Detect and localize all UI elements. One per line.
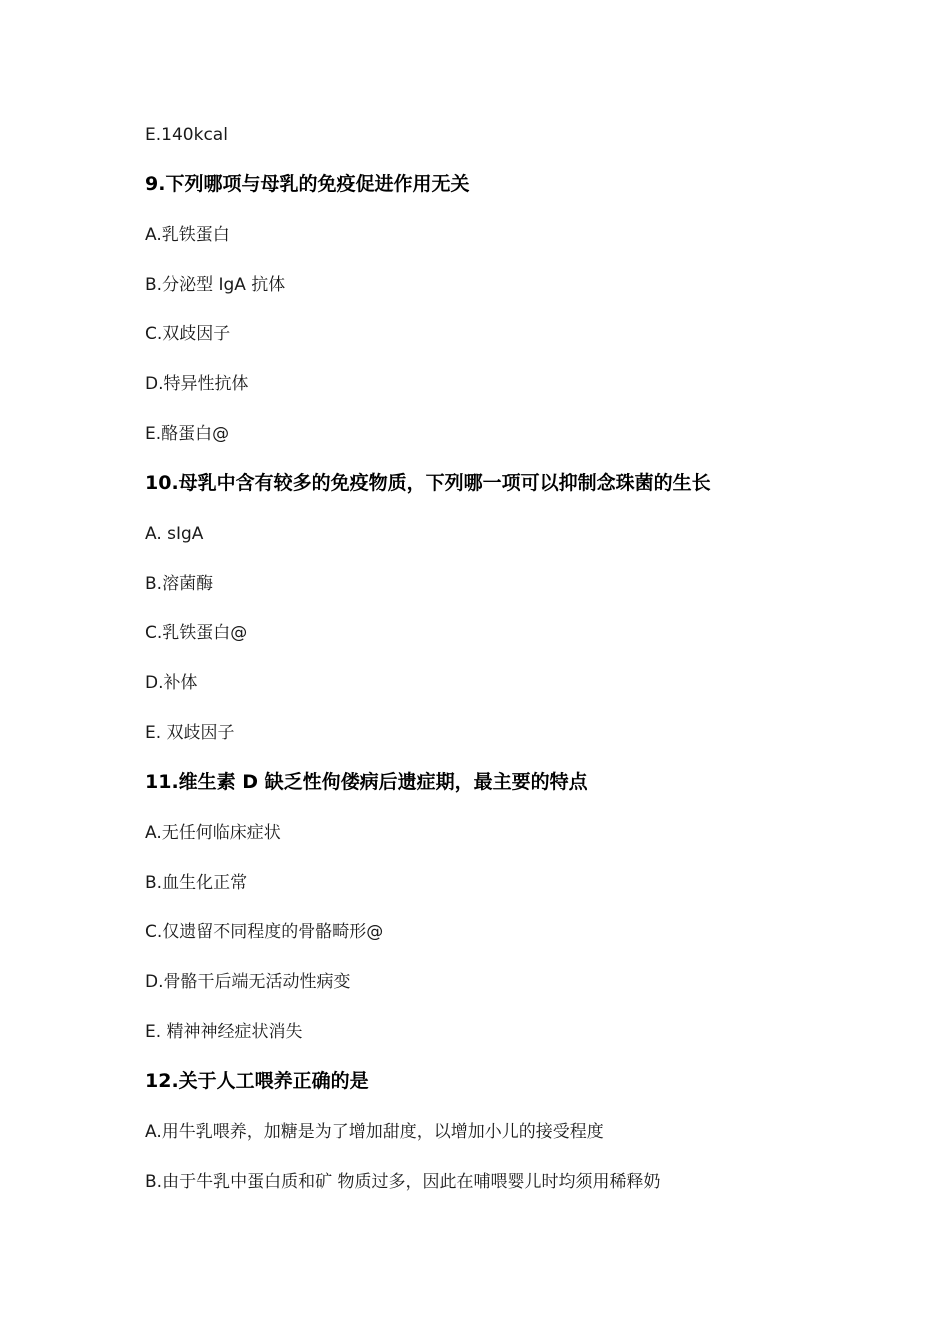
question-11: 11.维生素 D 缺乏性佝偻病后遗症期，最主要的特点: [145, 771, 588, 793]
option-9a: A.乳铁蛋白: [145, 225, 230, 245]
option-10e: E. 双歧因子: [145, 723, 235, 743]
option-12a: A.用牛乳喂养，加糖是为了增加甜度，以增加小儿的接受程度: [145, 1122, 604, 1142]
option-10c: C.乳铁蛋白@: [145, 623, 248, 643]
option-8e: E.140kcal: [145, 125, 228, 145]
option-12b: B.由于牛乳中蛋白质和矿 物质过多，因此在哺喂婴儿时均须用稀释奶: [145, 1172, 661, 1192]
option-9b: B.分泌型 IgA 抗体: [145, 275, 286, 295]
option-9c: C.双歧因子: [145, 324, 231, 344]
question-10: 10.母乳中含有较多的免疫物质，下列哪一项可以抑制念珠菌的生长: [145, 472, 711, 494]
option-11e: E. 精神神经症状消失: [145, 1022, 303, 1042]
option-10d: D.补体: [145, 673, 198, 693]
option-11c: C.仅遗留不同程度的骨骼畸形@: [145, 922, 384, 942]
option-11d: D.骨骼干后端无活动性病变: [145, 972, 351, 992]
option-9e: E.酪蛋白@: [145, 424, 230, 444]
option-9d: D.特异性抗体: [145, 374, 249, 394]
option-11a: A.无任何临床症状: [145, 823, 281, 843]
question-9: 9.下列哪项与母乳的免疫促进作用无关: [145, 173, 470, 195]
option-10a: A. sIgA: [145, 524, 204, 544]
option-10b: B.溶菌酶: [145, 574, 214, 594]
question-12: 12.关于人工喂养正确的是: [145, 1070, 369, 1092]
option-11b: B.血生化正常: [145, 873, 248, 893]
